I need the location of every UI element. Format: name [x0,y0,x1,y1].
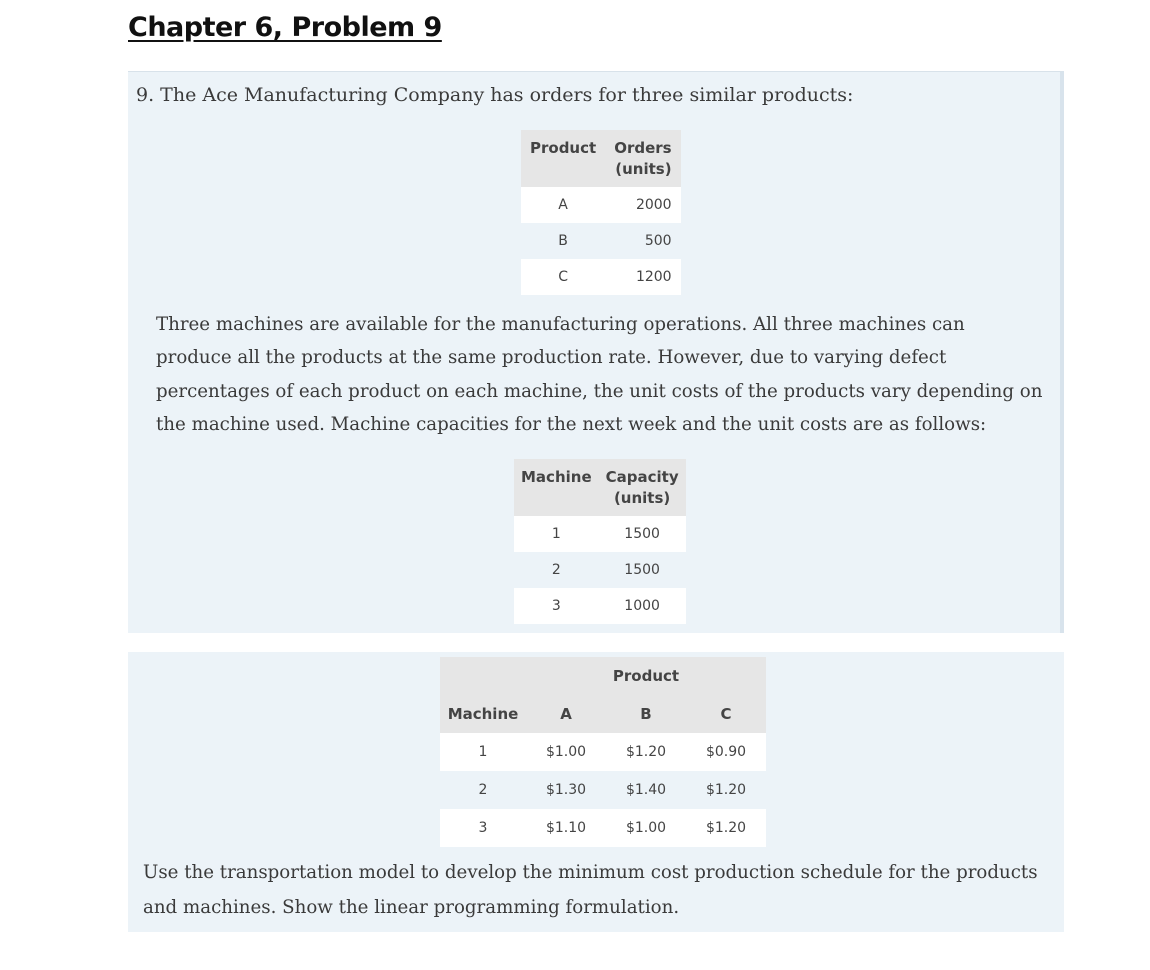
closing-paragraph: Use the transportation model to develop the minimum cost production schedule for the products and machines. Show the linear programming formulation. [143,862,1038,918]
capacity-header-line2: (units) [613,489,671,507]
machine-cell: 3 [440,809,526,847]
orders-cell: 500 [605,223,680,259]
table-row [521,259,681,295]
cost-cell: $1.20 [606,733,686,771]
cost-cell: $0.90 [686,733,766,771]
table-row [514,516,686,552]
capacity-table [514,459,686,624]
cost-panel [128,652,1064,932]
machine-cell: 2 [514,552,599,588]
cost-cell: $1.00 [526,733,606,771]
machine-column-header: Machine [440,695,526,733]
product-a-header: A [526,695,606,733]
machine-cell: 1 [440,733,526,771]
product-cell: A [521,187,605,223]
cost-cell: $1.20 [686,809,766,847]
cost-cell: $1.30 [526,771,606,809]
capacity-column-header [599,459,686,516]
capacity-cell: 1500 [599,516,686,552]
orders-header-line2: (units) [615,160,672,178]
cost-cell: $1.10 [526,809,606,847]
intro-text: 9. The Ace Manufacturing Company has orders for three similar products: [136,84,854,106]
capacity-cell: 1000 [599,588,686,624]
product-c-header: C [686,695,766,733]
unit-cost-table [440,657,766,847]
product-group-header: Product [526,657,766,695]
table-row [440,733,766,771]
machine-cell: 3 [514,588,599,624]
capacity-cell: 1500 [599,552,686,588]
table-row [440,809,766,847]
orders-column-header [605,130,680,187]
machine-column-header: Machine [514,459,599,516]
capacity-header-line1: Capacity [605,468,679,486]
product-column-header: Product [521,130,605,187]
table-row [521,223,681,259]
cost-cell: $1.00 [606,809,686,847]
cost-cell: $1.20 [686,771,766,809]
machine-cell: 2 [440,771,526,809]
orders-table [521,130,681,295]
table-row [521,187,681,223]
product-b-header: B [606,695,686,733]
cost-cell: $1.40 [606,771,686,809]
orders-cell: 2000 [605,187,680,223]
blank-header-cell [440,657,526,695]
problem-statement-panel [128,71,1064,633]
table-row [514,552,686,588]
machines-paragraph: Three machines are available for the manufacturing operations. All three machines can produce all the products at the same production rate. However, due to varying defect percentages of each product on each machine, the unit costs of the products vary depending on the machine used. Machine capacities for the next week and the unit costs are as follows: [156,314,1043,435]
orders-header-line1: Orders [614,139,672,157]
page-title: Chapter 6, Problem 9 [128,12,442,43]
product-cell: C [521,259,605,295]
machine-cell: 1 [514,516,599,552]
orders-cell: 1200 [605,259,680,295]
table-row [514,588,686,624]
table-row [440,771,766,809]
product-cell: B [521,223,605,259]
